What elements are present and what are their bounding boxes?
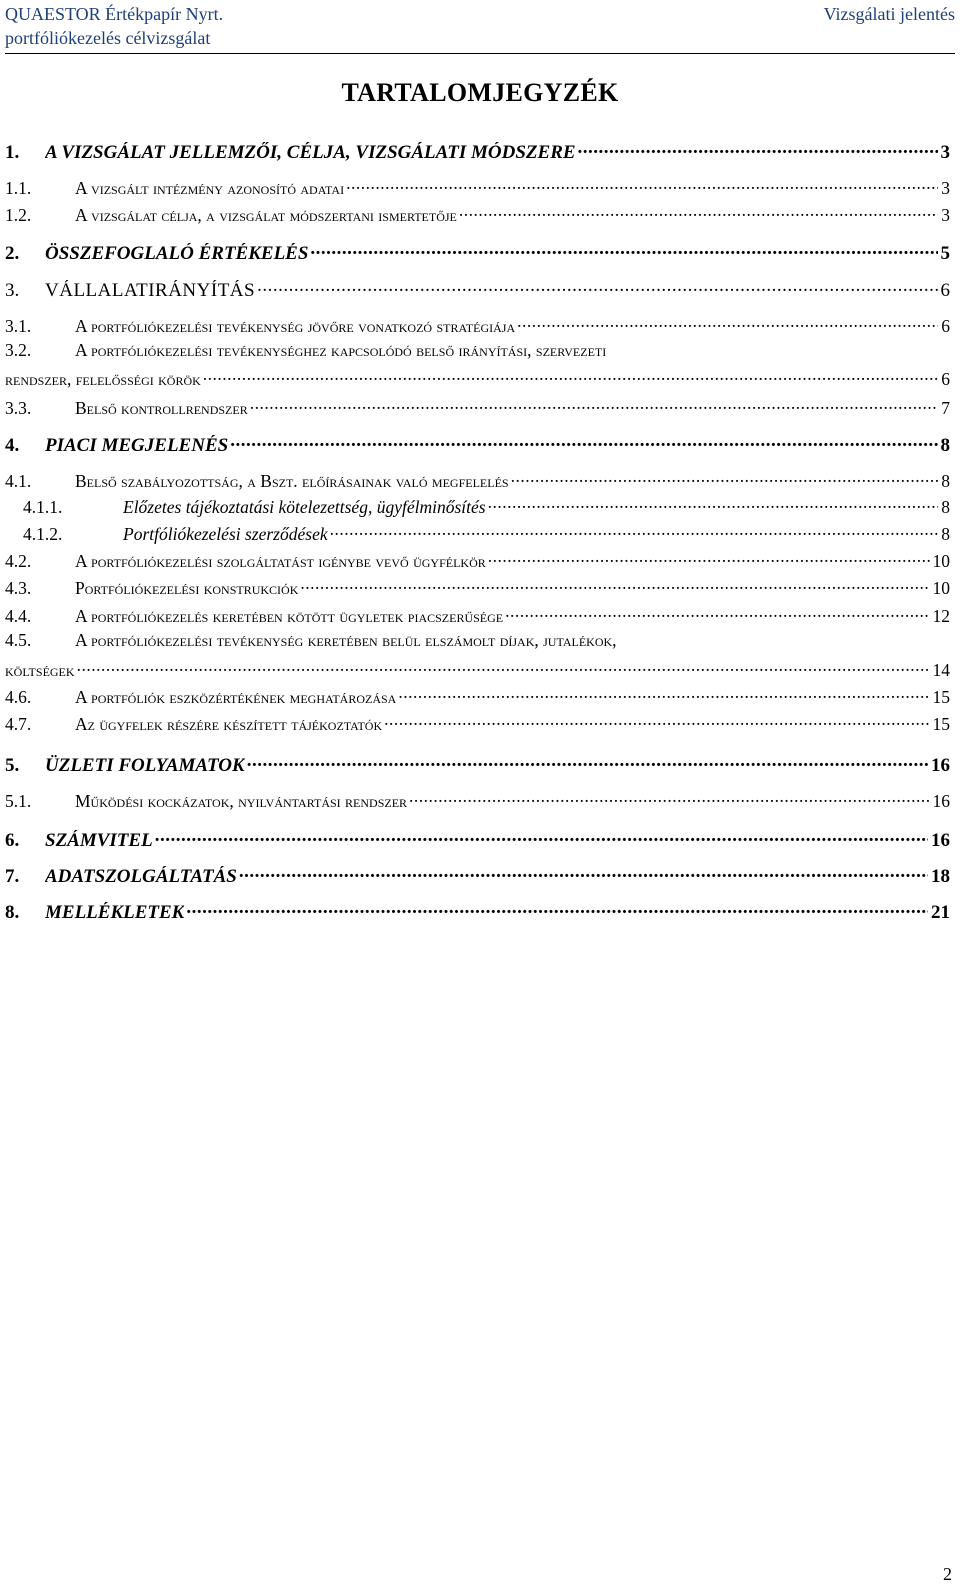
toc-entry-4-7[interactable] [5, 711, 950, 735]
toc-entry-page: 3 [941, 205, 950, 226]
toc-entry-page: 16 [931, 829, 950, 851]
dot-leader [382, 711, 929, 730]
dot-leader [396, 684, 929, 703]
toc-entry-title: SZÁMVITEL [45, 829, 153, 851]
toc-entry-page: 16 [932, 791, 950, 812]
toc-entry-page: 12 [932, 606, 950, 627]
toc-entry-number: 4.5. [5, 630, 32, 650]
toc-entry-number: 5. [5, 754, 20, 776]
dot-leader [237, 861, 928, 882]
toc-entry-4-1[interactable] [5, 468, 950, 492]
header-doc-type: Vizsgálati jelentés [823, 4, 955, 24]
toc-entry-page: 18 [931, 865, 950, 887]
header-unit: portfóliókezelés célvizsgálat [5, 28, 211, 48]
toc-entry-title: A portfóliókezelés keretében kötött ügyletek piacszerűsége [75, 606, 504, 627]
dot-leader [457, 202, 938, 221]
toc-entry-1-1[interactable] [5, 175, 950, 199]
toc-entry-title: ÜZLETI FOLYAMATOK [45, 754, 245, 776]
toc-entry-title: A VIZSGÁLAT JELLEMZŐI, CÉLJA, VIZSGÁLATI MÓDSZERE [45, 141, 576, 163]
toc-entry-3-2[interactable] [5, 340, 950, 390]
toc-entry-title: A portfóliókezelési szolgáltatást igénybe vevő ügyfélkör [75, 551, 486, 572]
toc-entry-page: 16 [931, 754, 950, 776]
dot-leader [153, 825, 928, 846]
toc-title: TARTALOMJEGYZÉK [341, 78, 619, 107]
toc-entry-number: 4.6. [5, 687, 32, 708]
toc-entry-page: 8 [941, 524, 950, 545]
toc-entry-page: 10 [932, 551, 950, 572]
toc-entry-title: PIACI MEGJELENÉS [45, 434, 229, 456]
toc-entry-page: 3 [941, 178, 950, 199]
dot-leader [486, 548, 930, 567]
dot-leader [184, 897, 928, 918]
toc-entry-number: 8. [5, 901, 20, 923]
toc-entry-number: 3.1. [5, 316, 32, 337]
dot-leader [328, 521, 939, 540]
toc-entry-4-1-2[interactable] [5, 521, 950, 545]
toc-entry-page: 8 [940, 434, 950, 456]
dot-leader [255, 275, 937, 296]
dot-leader [407, 788, 929, 807]
toc-entry-1-2[interactable] [5, 202, 950, 226]
toc-entry-page: 7 [941, 398, 950, 419]
toc-entry-number: 4.3. [5, 578, 32, 599]
toc-entry-2[interactable] [5, 238, 950, 264]
toc-entry-title: Az ügyfelek részére készített tájékoztatók [75, 714, 383, 735]
toc-entry-3[interactable] [5, 275, 950, 301]
dot-leader [344, 175, 938, 194]
dot-leader [245, 750, 928, 771]
dot-leader [248, 395, 939, 414]
toc-entry-4-4[interactable] [5, 603, 950, 627]
toc-entry-title: Működési kockázatok, nyilvántartási rendszer [75, 791, 408, 812]
toc-entry-title: A vizsgálat célja, a vizsgálat módszertani ismertetője [75, 205, 457, 226]
dot-leader [576, 137, 938, 158]
toc-entry-title: rendszer, felelősségi körök [5, 369, 201, 390]
toc-entry-title: A portfóliókezelési tevékenység jövőre vonatkozó stratégiája [75, 316, 516, 337]
toc-entry-number: 7. [5, 865, 20, 887]
toc-entry-title-line1: A portfóliókezelési tevékenységhez kapcsolódó belső irányítási, szervezeti [75, 340, 607, 360]
toc-entry-5-1[interactable] [5, 788, 950, 812]
toc-entry-4-5[interactable] [5, 630, 950, 681]
dot-leader [515, 313, 938, 332]
toc-entry-1[interactable] [5, 137, 950, 163]
toc-entry-number: 4. [5, 434, 20, 456]
toc-entry-title: A portfóliók eszközértékének meghatározása [75, 687, 397, 708]
toc-entry-number: 2. [5, 242, 20, 264]
toc-entry-number: 4.1.2. [23, 524, 63, 545]
page-number: 2 [943, 1564, 952, 1584]
toc-entry-3-1[interactable] [5, 313, 950, 337]
toc-entry-number: 3.2. [5, 340, 32, 360]
toc-entry-page: 14 [932, 660, 950, 681]
toc-entry-title-line1: A portfóliókezelési tevékenység keretében belül elszámolt díjak, jutalékok, [75, 630, 617, 650]
dot-leader [308, 238, 937, 259]
dot-leader [298, 575, 929, 594]
toc-entry-page: 8 [941, 471, 950, 492]
dot-leader [75, 657, 930, 676]
toc-entry-title: VÁLLALATIRÁNYÍTÁS [45, 279, 256, 301]
dot-leader [486, 494, 939, 513]
toc-entry-page: 6 [941, 316, 950, 337]
toc-entry-title: Belső szabályozottság, a Bszt. előírásainak való megfelelés [75, 471, 509, 492]
toc-entry-page: 10 [932, 578, 950, 599]
toc-entry-title: Belső kontrollrendszer [75, 398, 248, 419]
page-header [5, 2, 955, 54]
toc-entry-page: 15 [932, 714, 950, 735]
toc-entry-title: Portfóliókezelési szerződések [123, 524, 328, 545]
toc-entry-page: 3 [940, 141, 950, 163]
header-organization: QUAESTOR Értékpapír Nyrt. [5, 4, 224, 24]
toc-entry-page: 6 [940, 279, 950, 301]
toc-entry-4-2[interactable] [5, 548, 950, 572]
header-rule [5, 53, 955, 54]
toc-entry-6[interactable] [5, 825, 950, 851]
toc-entry-4-1-1[interactable] [5, 494, 950, 518]
toc-entry-number: 4.4. [5, 606, 32, 627]
toc-entry-title: Előzetes tájékoztatási kötelezettség, ügyfélminősítés [123, 497, 486, 518]
toc-entry-number: 3.3. [5, 398, 32, 419]
toc-entry-page: 8 [941, 497, 950, 518]
toc-entry-title: Portfóliókezelési konstrukciók [75, 578, 299, 599]
toc-entry-number: 4.1. [5, 471, 32, 492]
toc-entry-title: költségek [5, 660, 75, 681]
toc-entry-number: 4.2. [5, 551, 32, 572]
toc-entry-title: ÖSSZEFOGLALÓ ÉRTÉKELÉS [45, 242, 309, 264]
toc-entry-number: 1.1. [5, 178, 32, 199]
toc-entry-page: 21 [931, 901, 950, 923]
toc-entry-number: 4.1.1. [23, 497, 63, 518]
toc-entry-5[interactable] [5, 750, 950, 776]
toc-entry-number: 5.1. [5, 791, 32, 812]
toc-entry-title: ADATSZOLGÁLTATÁS [45, 865, 237, 887]
toc-entry-4-3[interactable] [5, 575, 950, 599]
toc-entry-number: 1.2. [5, 205, 32, 226]
toc-entry-number: 6. [5, 829, 20, 851]
toc-entry-page: 5 [940, 242, 950, 264]
toc-entry-title: MELLÉKLETEK [45, 901, 185, 923]
toc-entry-3-3[interactable] [5, 395, 950, 419]
toc-entry-page: 15 [932, 687, 950, 708]
toc-entry-page: 6 [941, 369, 950, 390]
toc-entry-8[interactable] [5, 897, 950, 923]
toc-entry-number: 3. [5, 279, 20, 301]
dot-leader [503, 603, 929, 622]
toc-entry-4-6[interactable] [5, 684, 950, 708]
toc-entry-number: 4.7. [5, 714, 32, 735]
toc-entry-title: A vizsgált intézmény azonosító adatai [75, 178, 345, 199]
toc-entry-4[interactable] [5, 430, 950, 456]
toc-entry-7[interactable] [5, 861, 950, 887]
dot-leader [228, 430, 937, 451]
toc-entry-number: 1. [5, 141, 20, 163]
dot-leader [509, 468, 939, 487]
dot-leader [201, 366, 938, 385]
